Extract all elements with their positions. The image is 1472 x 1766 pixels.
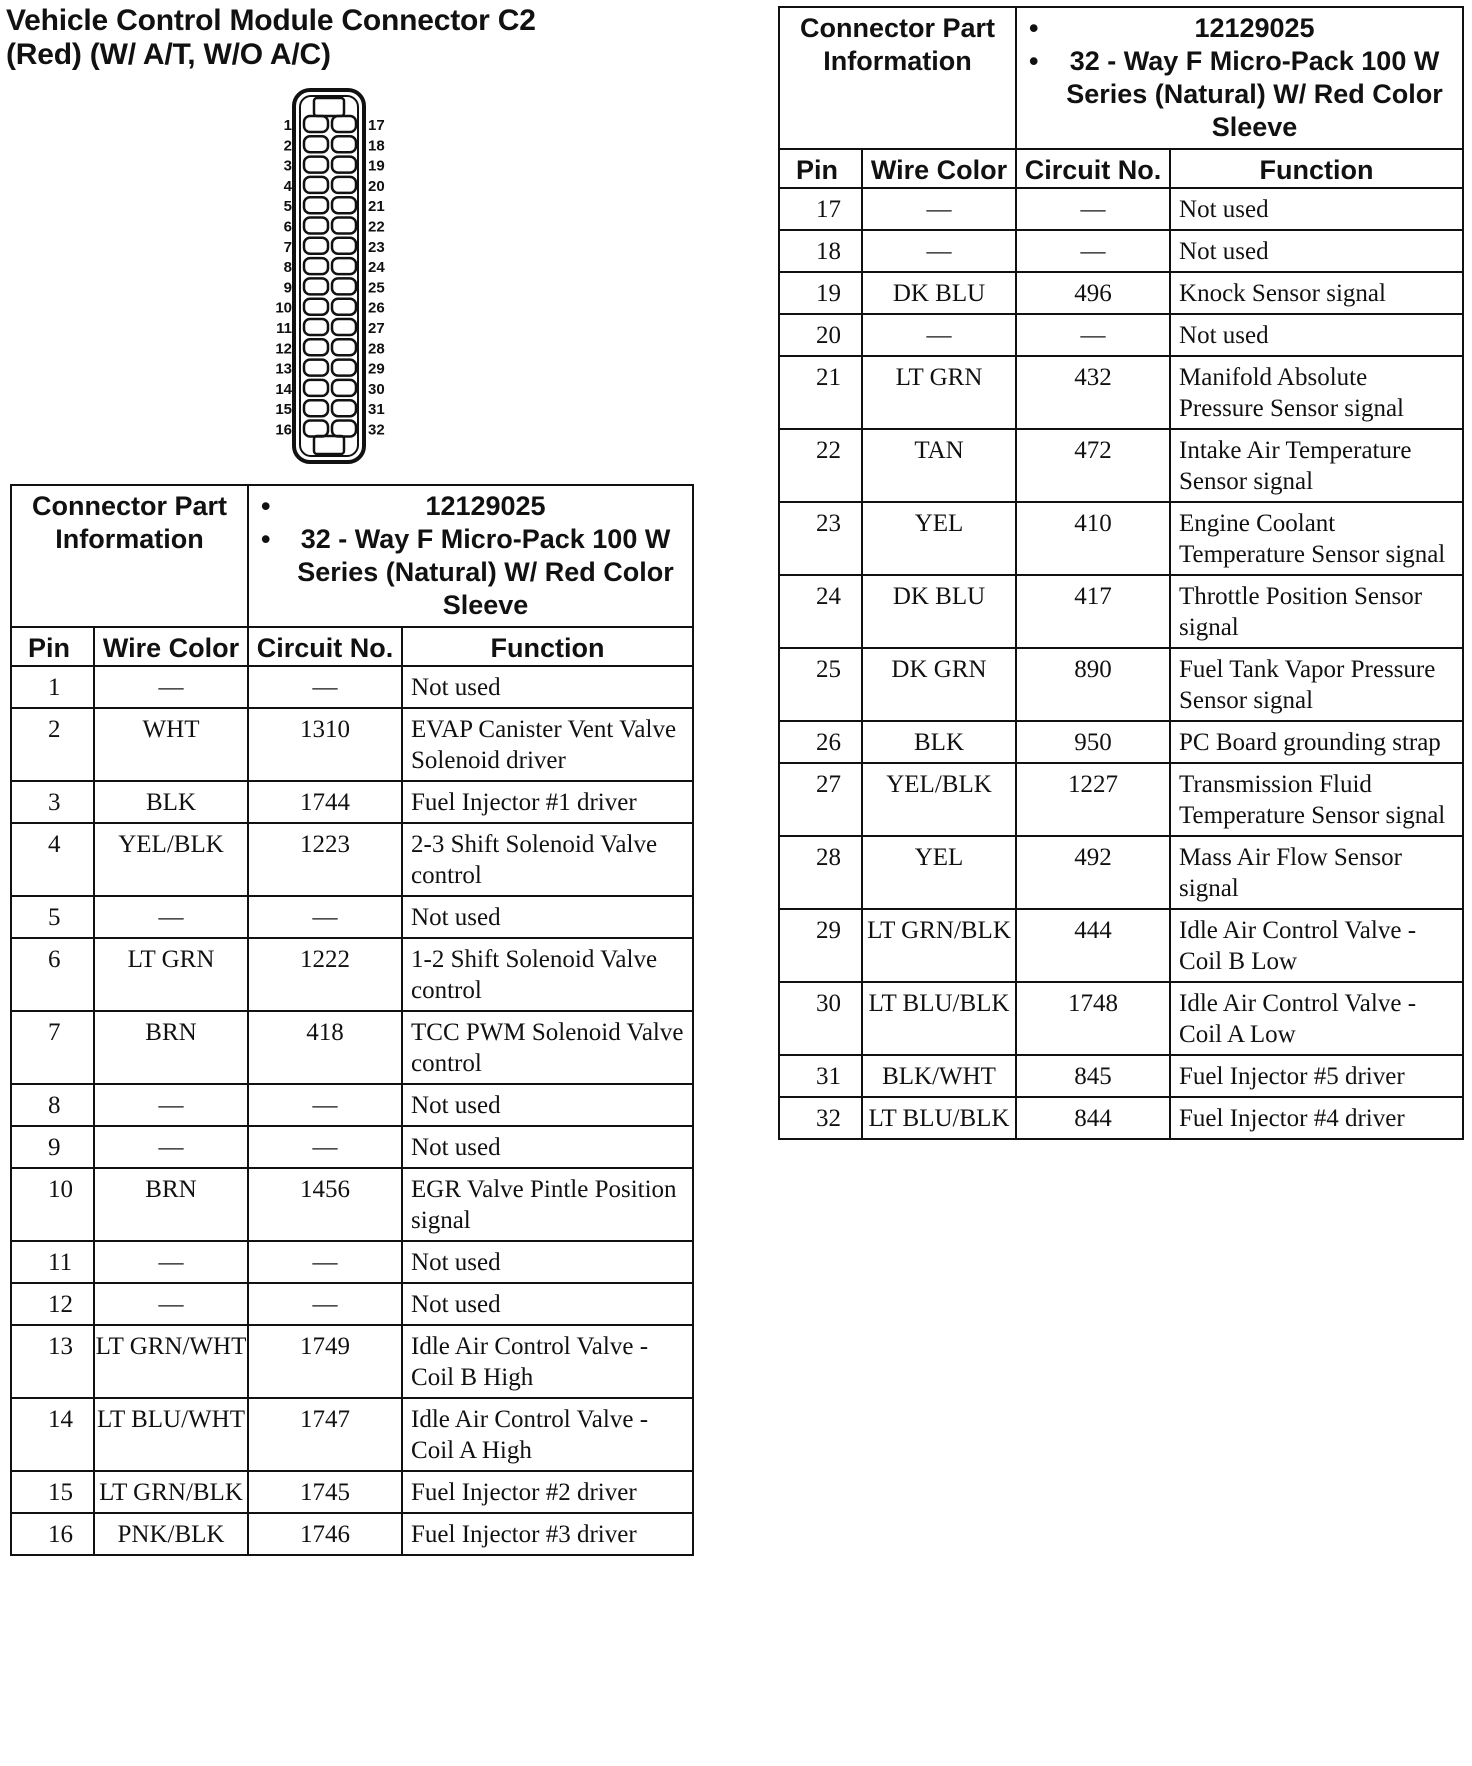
circuit-number-cell: 418: [248, 1011, 402, 1084]
circuit-number-cell: —: [248, 1084, 402, 1126]
table-row: [779, 575, 1463, 648]
table-row: [779, 356, 1463, 429]
connector-info-row: [779, 7, 1463, 149]
pin-cell: 23: [779, 502, 862, 575]
function-cell: Knock Sensor signal: [1170, 272, 1463, 314]
pin-cell: 1: [11, 666, 94, 708]
wire-color-cell: DK BLU: [862, 575, 1016, 648]
connector-info-values: [1016, 7, 1463, 149]
connector-pin-label-left: 11: [276, 320, 292, 337]
circuit-number-cell: —: [248, 896, 402, 938]
pin-cavity-left: [304, 339, 328, 355]
pin-cavity-right: [332, 299, 356, 315]
pin-cell: 8: [11, 1084, 94, 1126]
function-cell: Transmission Fluid Temperature Sensor signal: [1170, 763, 1463, 836]
pin-cavity-left: [304, 400, 328, 416]
connector-pin-label-right: 19: [368, 157, 385, 175]
function-cell: Manifold Absolute Pressure Sensor signal: [1170, 356, 1463, 429]
connector-pin-label-left: 8: [283, 259, 292, 277]
connector-pin-label-right: 23: [368, 238, 385, 256]
connector-part-number: • 12129025: [283, 490, 688, 523]
table-row: [779, 188, 1463, 230]
connector-pin-label-left: 14: [275, 380, 292, 398]
wire-color-cell: BLK/WHT: [862, 1055, 1016, 1097]
table-row: [779, 1097, 1463, 1139]
column-header-circuit-no: Circuit No.: [1016, 149, 1170, 188]
wire-color-cell: YEL: [862, 502, 1016, 575]
pin-cavity-left: [304, 360, 328, 376]
wire-color-cell: —: [862, 188, 1016, 230]
connector-pin-label-right: 27: [368, 320, 385, 337]
function-cell: Fuel Injector #1 driver: [402, 781, 693, 823]
table-row: [11, 708, 693, 781]
pin-cavity-right: [332, 421, 356, 437]
circuit-number-cell: —: [248, 1126, 402, 1168]
pin-cell: 7: [11, 1011, 94, 1084]
pin-cavity-left: [304, 258, 328, 274]
pin-cell: 4: [11, 823, 94, 896]
table-row: [779, 763, 1463, 836]
function-cell: Idle Air Control Valve - Coil A High: [402, 1398, 693, 1471]
column-header-row: [11, 627, 693, 666]
pin-cell: 11: [11, 1241, 94, 1283]
connector-top-latch: [314, 98, 344, 116]
wire-color-cell: LT BLU/BLK: [862, 982, 1016, 1055]
pin-cell: 32: [779, 1097, 862, 1139]
function-cell: Idle Air Control Valve - Coil B Low: [1170, 909, 1463, 982]
pin-cell: 16: [11, 1513, 94, 1555]
wire-color-cell: BLK: [94, 781, 248, 823]
connector-pin-label-left: 15: [275, 401, 292, 419]
function-cell: Not used: [402, 1084, 693, 1126]
pin-cavity-left: [304, 177, 328, 193]
function-cell: Mass Air Flow Sensor signal: [1170, 836, 1463, 909]
circuit-number-cell: 1744: [248, 781, 402, 823]
connector-info-row: [11, 485, 693, 627]
pin-cell: 26: [779, 721, 862, 763]
circuit-number-cell: 1745: [248, 1471, 402, 1513]
function-cell: Not used: [1170, 230, 1463, 272]
table-row: [11, 896, 693, 938]
table-row: [779, 314, 1463, 356]
connector-pin-label-left: 9: [283, 279, 292, 297]
table-row: [11, 1011, 693, 1084]
circuit-number-cell: 950: [1016, 721, 1170, 763]
circuit-number-cell: —: [248, 666, 402, 708]
table-row: [779, 502, 1463, 575]
pin-cell: 6: [11, 938, 94, 1011]
function-cell: Not used: [402, 896, 693, 938]
table-row: [779, 982, 1463, 1055]
pin-cavity-right: [332, 218, 356, 234]
pin-cell: 25: [779, 648, 862, 721]
column-header-circuit-no: Circuit No.: [248, 627, 402, 666]
connector-pin-label-left: 7: [283, 238, 292, 256]
column-header-pin: Pin: [11, 627, 94, 666]
function-cell: Not used: [1170, 314, 1463, 356]
page-title-line-1: Vehicle Control Module Connector C2: [6, 4, 536, 37]
wire-color-cell: —: [94, 666, 248, 708]
wire-color-cell: BLK: [862, 721, 1016, 763]
table-row: [11, 1168, 693, 1241]
pin-cell: 2: [11, 708, 94, 781]
pin-cavity-right: [332, 400, 356, 416]
connector-info-values: [248, 485, 693, 627]
pin-cavity-left: [304, 157, 328, 173]
wire-color-cell: —: [862, 230, 1016, 272]
connector-pin-label-right: 31: [368, 401, 385, 419]
pin-cavity-right: [332, 177, 356, 193]
pin-cell: 19: [779, 272, 862, 314]
pin-cavity-left: [304, 197, 328, 213]
pin-cavity-left: [304, 116, 328, 132]
pin-cell: 15: [11, 1471, 94, 1513]
pin-table-right: [778, 6, 1464, 1140]
pin-cell: 20: [779, 314, 862, 356]
table-row: [11, 1241, 693, 1283]
circuit-number-cell: 890: [1016, 648, 1170, 721]
page-title-line-2: (Red) (W/ A/T, W/O A/C): [6, 38, 331, 71]
function-cell: PC Board grounding strap: [1170, 721, 1463, 763]
pin-cell: 21: [779, 356, 862, 429]
wire-color-cell: LT BLU/BLK: [862, 1097, 1016, 1139]
connector-pin-label-right: 22: [368, 218, 385, 236]
pin-cell: 12: [11, 1283, 94, 1325]
table-row: [779, 429, 1463, 502]
pin-cell: 14: [11, 1398, 94, 1471]
pin-cavity-left: [304, 278, 328, 294]
circuit-number-cell: 1223: [248, 823, 402, 896]
connector-info-label: Connector Part Information: [779, 7, 1016, 149]
connector-pin-label-left: 2: [283, 137, 292, 155]
connector-pin-label-right: 20: [368, 177, 385, 195]
table-row: [11, 1283, 693, 1325]
wire-color-cell: LT BLU/WHT: [94, 1398, 248, 1471]
column-header-wire-color: Wire Color: [862, 149, 1016, 188]
function-cell: Fuel Injector #2 driver: [402, 1471, 693, 1513]
pin-cavity-left: [304, 380, 328, 396]
circuit-number-cell: 1746: [248, 1513, 402, 1555]
table-row: [11, 938, 693, 1011]
connector-pin-label-left: 1: [283, 117, 292, 134]
pin-cavity-right: [332, 339, 356, 355]
table-row: [11, 823, 693, 896]
wire-color-cell: LT GRN: [862, 356, 1016, 429]
function-cell: Idle Air Control Valve - Coil A Low: [1170, 982, 1463, 1055]
connector-pin-label-right: 32: [368, 421, 385, 439]
table-row: [779, 1055, 1463, 1097]
table-row: [11, 1471, 693, 1513]
function-cell: Idle Air Control Valve - Coil B High: [402, 1325, 693, 1398]
pin-cell: 5: [11, 896, 94, 938]
pin-cell: 9: [11, 1126, 94, 1168]
connector-pin-label-right: 30: [368, 380, 385, 398]
column-header-wire-color: Wire Color: [94, 627, 248, 666]
column-header-function: Function: [1170, 149, 1463, 188]
wire-color-cell: TAN: [862, 429, 1016, 502]
pin-cell: 30: [779, 982, 862, 1055]
circuit-number-cell: 444: [1016, 909, 1170, 982]
function-cell: Not used: [402, 1241, 693, 1283]
circuit-number-cell: 1748: [1016, 982, 1170, 1055]
wire-color-cell: YEL: [862, 836, 1016, 909]
table-row: [11, 1126, 693, 1168]
pin-cavity-right: [332, 136, 356, 152]
circuit-number-cell: 1310: [248, 708, 402, 781]
pin-cell: 31: [779, 1055, 862, 1097]
wire-color-cell: DK BLU: [862, 272, 1016, 314]
pin-cell: 27: [779, 763, 862, 836]
column-header-pin: Pin: [779, 149, 862, 188]
function-cell: Fuel Tank Vapor Pressure Sensor signal: [1170, 648, 1463, 721]
pin-cell: 28: [779, 836, 862, 909]
wire-color-cell: —: [94, 896, 248, 938]
table-row: [779, 272, 1463, 314]
pin-cavity-right: [332, 116, 356, 132]
connector-pin-label-left: 4: [283, 177, 292, 195]
connector-pin-label-right: 18: [368, 137, 385, 155]
wire-color-cell: PNK/BLK: [94, 1513, 248, 1555]
function-cell: EVAP Canister Vent Valve Solenoid driver: [402, 708, 693, 781]
table-row: [779, 648, 1463, 721]
circuit-number-cell: 845: [1016, 1055, 1170, 1097]
wire-color-cell: —: [94, 1241, 248, 1283]
pin-cell: 3: [11, 781, 94, 823]
pin-cavity-left: [304, 421, 328, 437]
pin-cavity-right: [332, 157, 356, 173]
page-title: [6, 4, 536, 72]
table-row: [11, 1398, 693, 1471]
connector-pin-label-right: 26: [368, 299, 385, 317]
pin-cavity-right: [332, 319, 356, 335]
connector-pin-label-right: 25: [368, 279, 385, 297]
function-cell: Engine Coolant Temperature Sensor signal: [1170, 502, 1463, 575]
function-cell: Not used: [402, 666, 693, 708]
circuit-number-cell: 417: [1016, 575, 1170, 648]
pin-cavity-left: [304, 319, 328, 335]
function-cell: EGR Valve Pintle Position signal: [402, 1168, 693, 1241]
wire-color-cell: DK GRN: [862, 648, 1016, 721]
connector-pin-label-left: 5: [283, 198, 292, 216]
pin-cell: 22: [779, 429, 862, 502]
table-row: [11, 1084, 693, 1126]
connector-bottom-key: [314, 436, 344, 454]
circuit-number-cell: 1749: [248, 1325, 402, 1398]
wire-color-cell: —: [94, 1283, 248, 1325]
connector-pin-label-left: 10: [275, 299, 292, 317]
pin-cavity-left: [304, 136, 328, 152]
wire-color-cell: LT GRN/WHT: [94, 1325, 248, 1398]
wire-color-cell: LT GRN/BLK: [862, 909, 1016, 982]
table-row: [779, 230, 1463, 272]
table-row: [11, 1325, 693, 1398]
wire-color-cell: BRN: [94, 1011, 248, 1084]
circuit-number-cell: 844: [1016, 1097, 1170, 1139]
circuit-number-cell: —: [1016, 314, 1170, 356]
wire-color-cell: YEL/BLK: [862, 763, 1016, 836]
function-cell: Fuel Injector #4 driver: [1170, 1097, 1463, 1139]
wire-color-cell: YEL/BLK: [94, 823, 248, 896]
connector-pin-label-right: 21: [368, 198, 385, 216]
circuit-number-cell: 472: [1016, 429, 1170, 502]
connector-pin-label-right: 28: [368, 340, 385, 358]
function-cell: Not used: [1170, 188, 1463, 230]
pin-cavity-right: [332, 380, 356, 396]
table-row: [11, 1513, 693, 1555]
circuit-number-cell: 432: [1016, 356, 1170, 429]
circuit-number-cell: 1222: [248, 938, 402, 1011]
function-cell: 2-3 Shift Solenoid Valve control: [402, 823, 693, 896]
pin-cavity-left: [304, 238, 328, 254]
pin-cavity-right: [332, 238, 356, 254]
pin-cell: 29: [779, 909, 862, 982]
table-row: [11, 666, 693, 708]
column-header-function: Function: [402, 627, 693, 666]
pin-cavity-left: [304, 218, 328, 234]
connector-pin-label-left: 13: [275, 360, 292, 378]
connector-description: • 32 - Way F Micro-Pack 100 W Series (Natural) W/ Red Color Sleeve: [283, 523, 688, 622]
function-cell: Intake Air Temperature Sensor signal: [1170, 429, 1463, 502]
connector-pin-label-left: 16: [275, 421, 292, 439]
function-cell: Not used: [402, 1283, 693, 1325]
connector-housing-inner: [300, 96, 358, 456]
wire-color-cell: —: [862, 314, 1016, 356]
connector-pin-label-right: 24: [368, 259, 385, 277]
circuit-number-cell: —: [1016, 188, 1170, 230]
connector-diagram: [250, 86, 410, 466]
function-cell: Throttle Position Sensor signal: [1170, 575, 1463, 648]
table-row: [779, 721, 1463, 763]
circuit-number-cell: 1747: [248, 1398, 402, 1471]
circuit-number-cell: 410: [1016, 502, 1170, 575]
connector-pin-label-right: 29: [368, 360, 385, 378]
connector-pin-label-left: 3: [283, 157, 292, 175]
pin-table-left: [10, 484, 694, 1556]
circuit-number-cell: —: [248, 1241, 402, 1283]
pin-cell: 10: [11, 1168, 94, 1241]
connector-pin-label-right: 17: [368, 117, 385, 134]
circuit-number-cell: 496: [1016, 272, 1170, 314]
wire-color-cell: LT GRN: [94, 938, 248, 1011]
pin-cavity-left: [304, 299, 328, 315]
pin-cavity-right: [332, 197, 356, 213]
pin-cavity-right: [332, 360, 356, 376]
table-row: [779, 836, 1463, 909]
pin-cavity-right: [332, 258, 356, 274]
function-cell: 1-2 Shift Solenoid Valve control: [402, 938, 693, 1011]
pin-cavity-right: [332, 278, 356, 294]
connector-description: • 32 - Way F Micro-Pack 100 W Series (Natural) W/ Red Color Sleeve: [1051, 45, 1458, 144]
column-header-row: [779, 149, 1463, 188]
function-cell: Fuel Injector #5 driver: [1170, 1055, 1463, 1097]
wire-color-cell: —: [94, 1126, 248, 1168]
function-cell: TCC PWM Solenoid Valve control: [402, 1011, 693, 1084]
circuit-number-cell: 1227: [1016, 763, 1170, 836]
pin-cell: 18: [779, 230, 862, 272]
function-cell: Not used: [402, 1126, 693, 1168]
pin-cell: 24: [779, 575, 862, 648]
wire-color-cell: BRN: [94, 1168, 248, 1241]
pin-cell: 17: [779, 188, 862, 230]
function-cell: Fuel Injector #3 driver: [402, 1513, 693, 1555]
connector-part-number: • 12129025: [1051, 12, 1458, 45]
connector-pin-label-left: 6: [283, 218, 292, 236]
pin-cell: 13: [11, 1325, 94, 1398]
circuit-number-cell: —: [248, 1283, 402, 1325]
wire-color-cell: LT GRN/BLK: [94, 1471, 248, 1513]
circuit-number-cell: 1456: [248, 1168, 402, 1241]
wire-color-cell: WHT: [94, 708, 248, 781]
wire-color-cell: —: [94, 1084, 248, 1126]
connector-info-label: Connector Part Information: [11, 485, 248, 627]
connector-pin-label-left: 12: [275, 340, 292, 358]
circuit-number-cell: —: [1016, 230, 1170, 272]
circuit-number-cell: 492: [1016, 836, 1170, 909]
table-row: [11, 781, 693, 823]
table-row: [779, 909, 1463, 982]
